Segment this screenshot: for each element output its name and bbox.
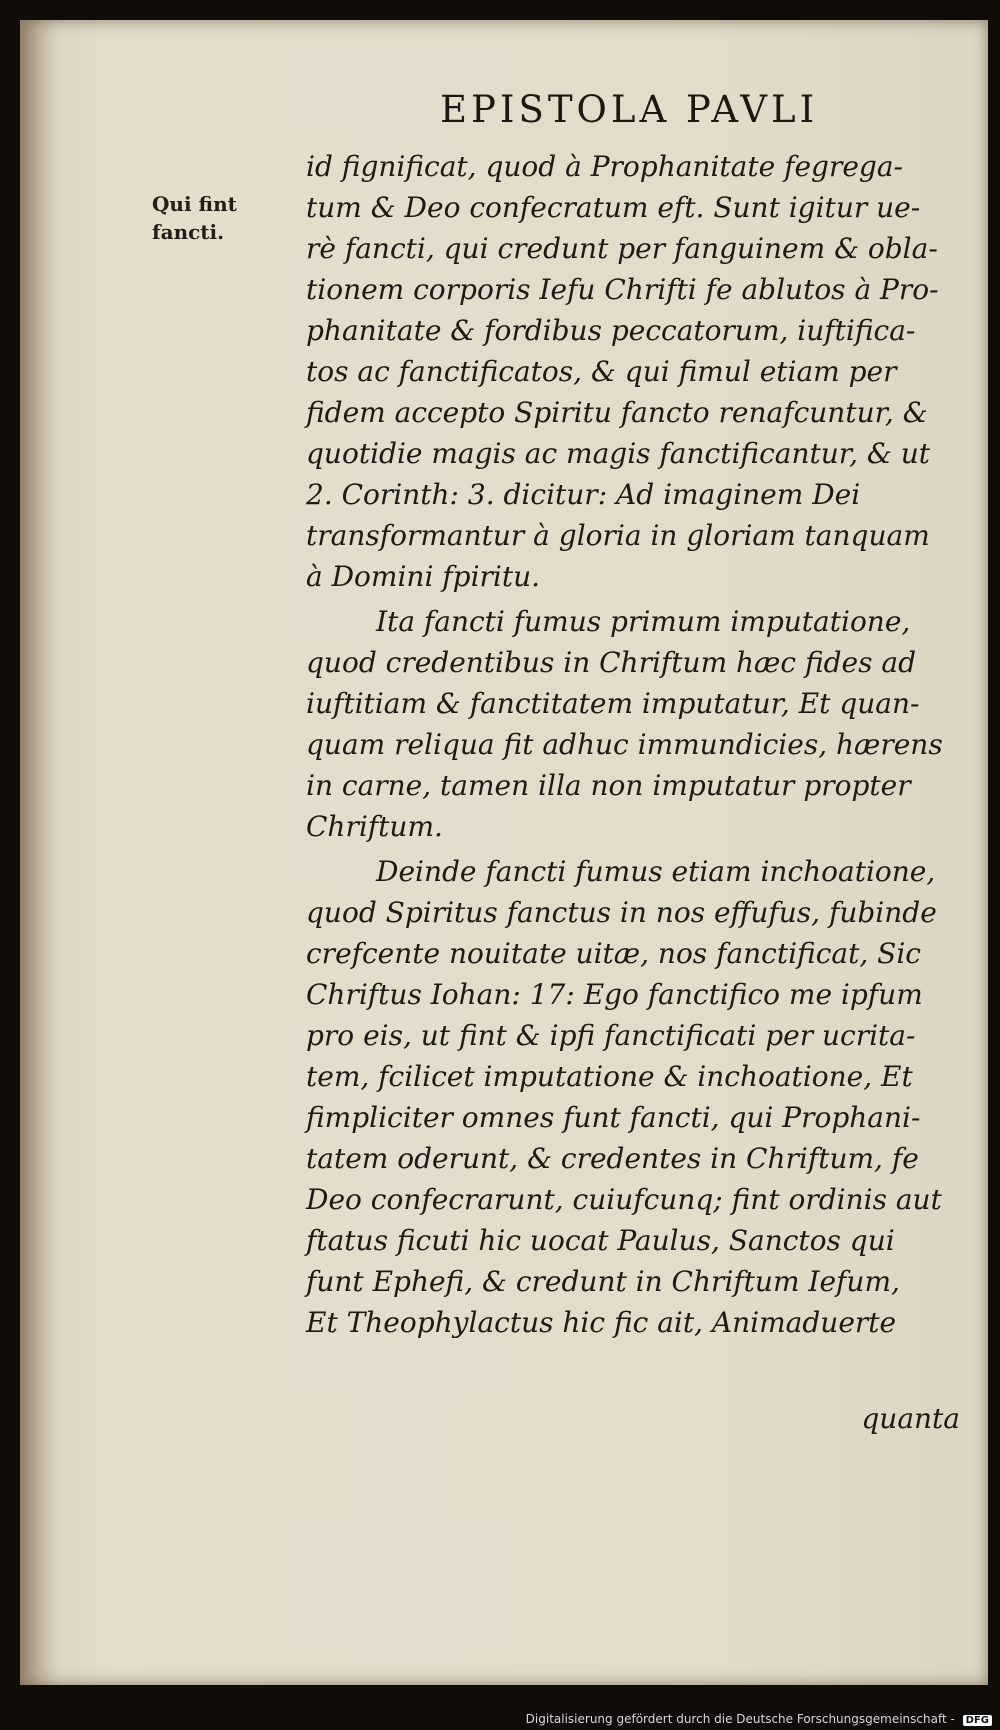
text-line: tum & Deo confecratum eft. Sunt igitur ue- [306,191,921,224]
catchword: quanta [861,1402,960,1435]
page-gutter-shadow [20,20,60,1685]
dfg-logo: DFG [963,1715,992,1726]
text-line: tatem oderunt, & credentes in Chriftum, fe [306,1142,919,1175]
text-line: id fignificat, quod à Prophanitate fegrega- [306,150,903,183]
text-line: crefcente nouitate uitæ, nos fanctificat, Sic [306,937,921,970]
body-text [306,146,966,1343]
text-line: tionem corporis Iefu Chrifti fe ablutos à Pro- [306,273,939,306]
text-line: in carne, tamen illa non imputatur propter [306,769,911,802]
paragraph-start-line: Deinde fancti fumus etiam inchoatione, [376,855,936,888]
text-line: à Domini fpiritu. [306,560,541,593]
marginal-note-line-2: fancti. [152,220,225,244]
running-header: EPISTOLA PAVLI [440,88,819,131]
text-line: phanitate & fordibus peccatorum, iuftifica- [306,314,916,347]
text-line: tem, fcilicet imputatione & inchoatione, Et [306,1060,913,1093]
digitization-credit [526,1712,992,1726]
text-line: Deo confecrarunt, cuiufcunq; fint ordinis aut [306,1183,942,1216]
text-line: rè fancti, qui credunt per fanguinem & obla- [306,232,938,265]
text-line: iuftitiam & fanctitatem imputatur, Et quan- [306,687,920,720]
marginal-note-line-1: Qui fint [152,192,237,216]
text-line: quod Spiritus fanctus in nos effufus, fubinde [306,896,937,929]
text-line: funt Ephefi, & credunt in Chriftum Iefum, [306,1265,900,1298]
text-line: quotidie magis ac magis fanctificantur, & ut [306,437,930,470]
text-line: pro eis, ut fint & ipfi fanctificati per ucrita- [306,1019,916,1052]
text-line: quod credentibus in Chriftum hæc fides ad [306,646,917,679]
credit-text: Digitalisierung gefördert durch die Deutsche Forschungsgemeinschaft - [525,1712,955,1726]
paragraph-start-line: Ita fancti fumus primum imputatione, [376,605,911,638]
text-line: fimpliciter omnes funt fancti, qui Prophani- [306,1101,921,1134]
text-line: Chriftus Iohan: 17: Ego fanctifico me ipfum [306,978,923,1011]
text-line: fidem accepto Spiritu fancto renafcuntur, & [306,396,928,429]
marginal-note [152,190,237,246]
text-line: quam reliqua fit adhuc immundicies, hærens [306,728,943,761]
text-line: Chriftum. [306,810,443,843]
text-line: 2. Corinth: 3. dicitur: Ad imaginem Dei [306,478,861,511]
text-line: Et Theophylactus hic fic ait, Animaduerte [306,1306,897,1339]
text-line: ftatus ficuti hic uocat Paulus, Sanctos qui [306,1224,895,1257]
text-line: tos ac fanctificatos, & qui fimul etiam per [306,355,897,388]
text-line: transformantur à gloria in gloriam tanquam [306,519,930,552]
